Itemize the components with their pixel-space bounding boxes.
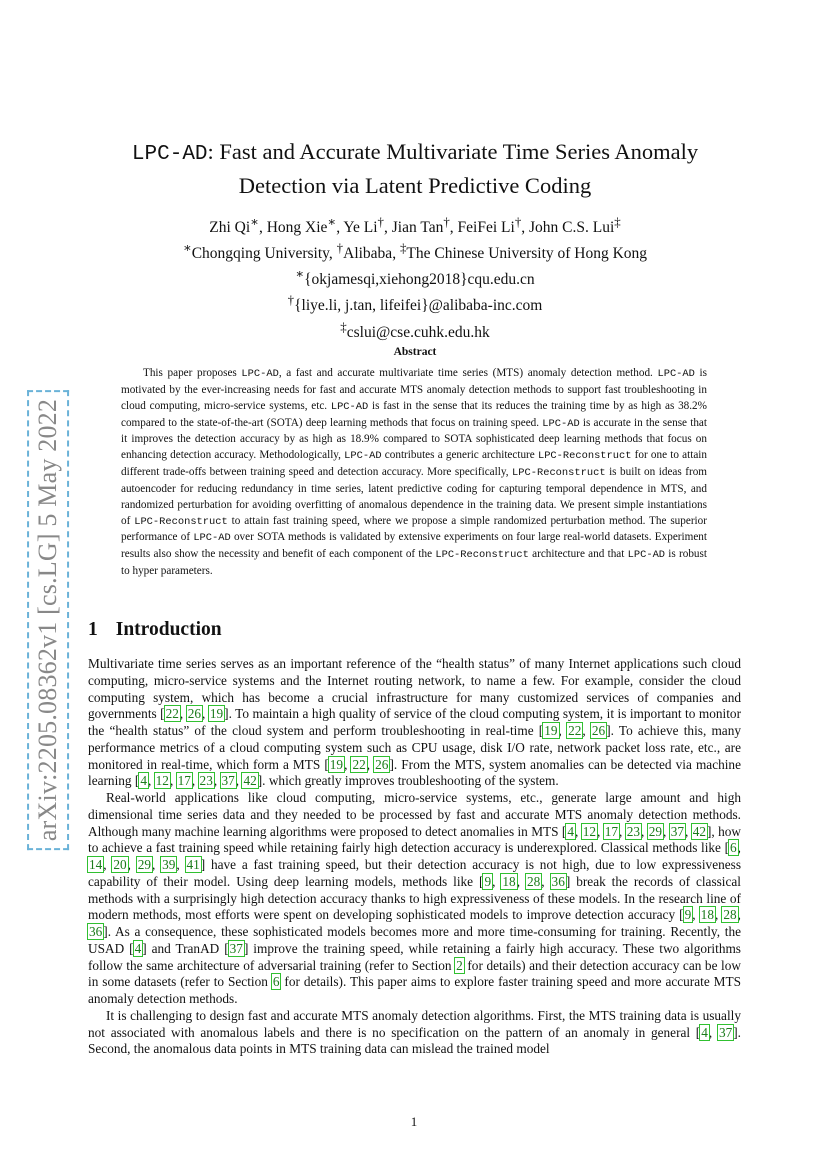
citation-group: 9, 18, 28, 36 xyxy=(484,873,565,889)
email-line: †{liye.li, j.tan, lifeifei}@alibaba-inc.com xyxy=(287,292,543,315)
citation-link[interactable]: 4 xyxy=(567,823,574,839)
citation-link[interactable]: 18 xyxy=(502,873,516,889)
citation-link[interactable]: 36 xyxy=(551,873,565,889)
title-line2: Detection via Latent Predictive Coding xyxy=(238,173,592,198)
citation-link[interactable]: 4 xyxy=(134,940,142,956)
citation-link[interactable]: 12 xyxy=(582,823,596,839)
citation-link[interactable]: 18 xyxy=(700,907,714,923)
citation-link[interactable]: 19 xyxy=(544,723,558,738)
paper-title xyxy=(90,136,740,201)
citation-group: 4, 12, 17, 23, 29, 37, 42 xyxy=(567,823,706,839)
section-ref-link[interactable]: 2 xyxy=(456,957,463,973)
citation-link[interactable]: 9 xyxy=(484,873,492,889)
citation-link[interactable]: 19 xyxy=(209,706,224,722)
author-name: FeiFei Li xyxy=(457,219,515,237)
page-number: 1 xyxy=(410,1114,418,1129)
citation-link[interactable]: 6 xyxy=(730,840,737,856)
citation-link[interactable]: 37 xyxy=(229,940,243,956)
affiliation: Alibaba, xyxy=(343,245,400,263)
citation-link[interactable]: 37 xyxy=(221,773,235,789)
citation-link[interactable]: 17 xyxy=(604,823,618,839)
citation-link[interactable]: 14 xyxy=(89,857,103,872)
title-line1: : Fast and Accurate Multivariate Time Series Anomaly xyxy=(207,139,699,164)
citation-link[interactable]: 41 xyxy=(186,857,200,872)
paragraph: It is challenging to design fast and accurate MTS anomaly detection algorithms. First, the MTS training data is usually not associated with anomalous labels and there is no specification on the pattern of an anomaly in general [4, 37]. Second, the anomalous data points in MTS training data can mislead the trained model xyxy=(88,1007,741,1057)
citation-link[interactable]: 19 xyxy=(329,756,344,772)
citation-link[interactable]: 26 xyxy=(591,723,606,738)
citation-link[interactable]: 9 xyxy=(684,907,692,923)
citation-link[interactable]: 23 xyxy=(626,823,640,839)
section-body xyxy=(88,656,741,1058)
citation-link[interactable]: 4 xyxy=(140,773,147,789)
section-title: Introduction xyxy=(115,619,222,640)
citation-group: 9, 18, 28, 36 xyxy=(89,907,741,939)
citation-link[interactable]: 42 xyxy=(243,773,257,789)
citation-link[interactable]: 22 xyxy=(165,706,179,722)
citation-link[interactable]: 36 xyxy=(89,924,103,939)
section-number: 1 xyxy=(88,619,98,640)
citation-link[interactable]: 22 xyxy=(568,723,582,738)
affiliation: Chongqing University, xyxy=(191,245,337,263)
author-block xyxy=(90,212,740,343)
citation-link[interactable]: 39 xyxy=(162,857,176,872)
title-method-name: LPC-AD xyxy=(131,143,208,166)
paragraph: Real-world applications like cloud computing, micro-service systems, etc., generate large amount and high dimensional time series data and they needed to be processed by fast and accurate MTS anomaly detection methods. Although many machine learning algorithms were proposed to detect anomalies in MTS [4, 12, 17, 23, 29, 37, 42], how to achieve a fast training speed while retaining fairly high detection accuracy is underexplored. Classical methods like [6, 14, 20, 29, 39, 41] have a fast training speed, but their detection accuracy is not high, due to low expressiveness capability of their model. Using deep learning models, methods like [9, 18, 28, 36] break the records of classical methods with a surprisingly high detection accuracy thanks to high expressiveness of these models. In the research line of modern methods, most efforts were spent on developing sophisticated models to improve detection accuracy [9, 18, 28, 36]. As a consequence, these sophisticated models becomes more and more time-consuming for training. Recently, the USAD [4] and TranAD [37] improve the training speed, while retaining a fairly high accuracy. These two algorithms follow the same architecture of adversarial training (refer to Section 2 for details) and their detection accuracy can be low in some datasets (refer to Section 6 for details). This paper aims to explore faster training speed and more accurate MTS anomaly detection methods. xyxy=(88,790,742,1006)
author-name: Jian Tan xyxy=(391,219,444,237)
citation-group: 22, 26, 19 xyxy=(165,706,224,722)
email: {liye.li, j.tan, lifeifei}@alibaba-inc.com xyxy=(294,297,543,315)
citation-group: 4, 37 xyxy=(701,1024,733,1040)
citation-link[interactable]: 28 xyxy=(526,873,541,889)
section-ref-link[interactable]: 6 xyxy=(272,974,280,990)
citation-link[interactable]: 26 xyxy=(187,706,202,722)
citation-link[interactable]: 23 xyxy=(199,773,213,789)
email: {okjamesqi,xiehong2018}cqu.edu.cn xyxy=(304,271,535,289)
citation-group: 19, 22, 26 xyxy=(544,723,606,738)
citation-link[interactable]: 26 xyxy=(375,756,389,772)
citation-link[interactable]: 42 xyxy=(692,823,706,839)
email: cslui@cse.cuhk.edu.hk xyxy=(346,323,490,341)
arxiv-side-stamp xyxy=(28,330,68,910)
citation-group: 6, 14, 20, 29, 39, 41 xyxy=(89,840,741,872)
citation-group: 4, 12, 17, 23, 37, 42 xyxy=(140,773,257,789)
citation-link[interactable]: 37 xyxy=(718,1024,733,1040)
author-list: Zhi Qi∗, Hong Xie∗, Ye Li†, Jian Tan†, FeiFei Li†, John C.S. Lui‡ xyxy=(209,214,621,237)
citation-link[interactable]: 17 xyxy=(177,773,191,789)
citation-link[interactable]: 29 xyxy=(137,857,152,872)
paragraph: Multivariate time series serves as an important reference of the “health status” of many Internet applications such cloud computing, micro-service systems and the Internet routing network, to name a few. For example, consider the cloud computing system, which has become a crucial infrastructure for many customized services of companies and governments [22, 26, 19]. To maintain a high quality of service of the cloud computing system, it is important to monitor the “health status” of the cloud system and perform troubleshooting in real-time [19, 22, 26]. To achieve this, many performance metrics of a cloud computing system such as CPU usage, disk I/O rate, network packet loss rate, etc., are monitored in real-time, which form a MTS [19, 22, 26]. From the MTS, system anomalies can be detected via machine learning [4, 12, 17, 23, 37, 42]. which greatly improves troubleshooting of the system. xyxy=(88,656,742,789)
citation-link[interactable]: 28 xyxy=(723,907,737,923)
section-heading xyxy=(88,619,222,641)
author-name: John C.S. Lui xyxy=(529,219,615,237)
citation-link[interactable]: 4 xyxy=(701,1024,708,1040)
citation-link[interactable]: 22 xyxy=(352,756,366,772)
abstract-text: This paper proposes LPC-AD, a fast and accurate multivariate time series (MTS) anomaly detection method. LPC-AD is motivated by the ever-increasing needs for fast and accurate MTS anomaly detection methods to support fast troubleshooting in cloud computing, micro-service systems, etc. LPC-AD is fast in the sense that its reduces the training time by as high as 38.2% compared to the state-of-the-art (SOTA) deep learning methods that focus on training speed. LPC-AD is accurate in the sense that it improves the detection accuracy by as high as 18.9% compared to SOTA sophisticated deep learning methods that focus on enhancing detection accuracy. Methodologically, LPC-AD contributes a generic architecture LPC-Reconstruct for one to attain different trade-offs between training speed and detection accuracy. More specifically, LPC-Reconstruct is built on ideas from autoencoder for reducing redundancy in time series, latent predictive coding for capturing temporal dependence in MTS, and randomized perturbation for avoiding overfitting of anomalous dependence in the training data. We present simple instantiations of LPC-Reconstruct to attain fast training speed, where we propose a simple randomized perturbation method. The superior performance of LPC-AD over SOTA methods is validated by extensive experiments on four large real-world datasets. Experiment results also show the necessity and benefit of each component of the LPC-Reconstruct architecture and that LPC-AD is robust to hyper parameters. xyxy=(121,367,708,578)
citation-link[interactable]: 29 xyxy=(648,823,662,839)
arxiv-identifier[interactable]: arXiv:2205.08362v1 [cs.LG] 5 May 2022 xyxy=(32,395,64,845)
author-name: Ye Li xyxy=(343,219,378,237)
affiliation: The Chinese University of Hong Kong xyxy=(406,245,648,263)
email-line: ∗{okjamesqi,xiehong2018}cqu.edu.cn xyxy=(295,266,535,289)
citation-group: 19, 22, 26 xyxy=(329,756,389,772)
citation-link[interactable]: 37 xyxy=(670,823,684,839)
author-name: Zhi Qi xyxy=(209,219,251,237)
email-line: ‡cslui@cse.cuhk.edu.hk xyxy=(340,318,490,341)
author-name: Hong Xie xyxy=(266,219,328,237)
abstract-heading: Abstract xyxy=(393,346,437,358)
citation-link[interactable]: 12 xyxy=(155,773,169,789)
affiliations: ∗Chongqing University, †Alibaba, ‡The Chinese University of Hong Kong xyxy=(182,240,648,263)
citation-link[interactable]: 20 xyxy=(113,857,127,872)
